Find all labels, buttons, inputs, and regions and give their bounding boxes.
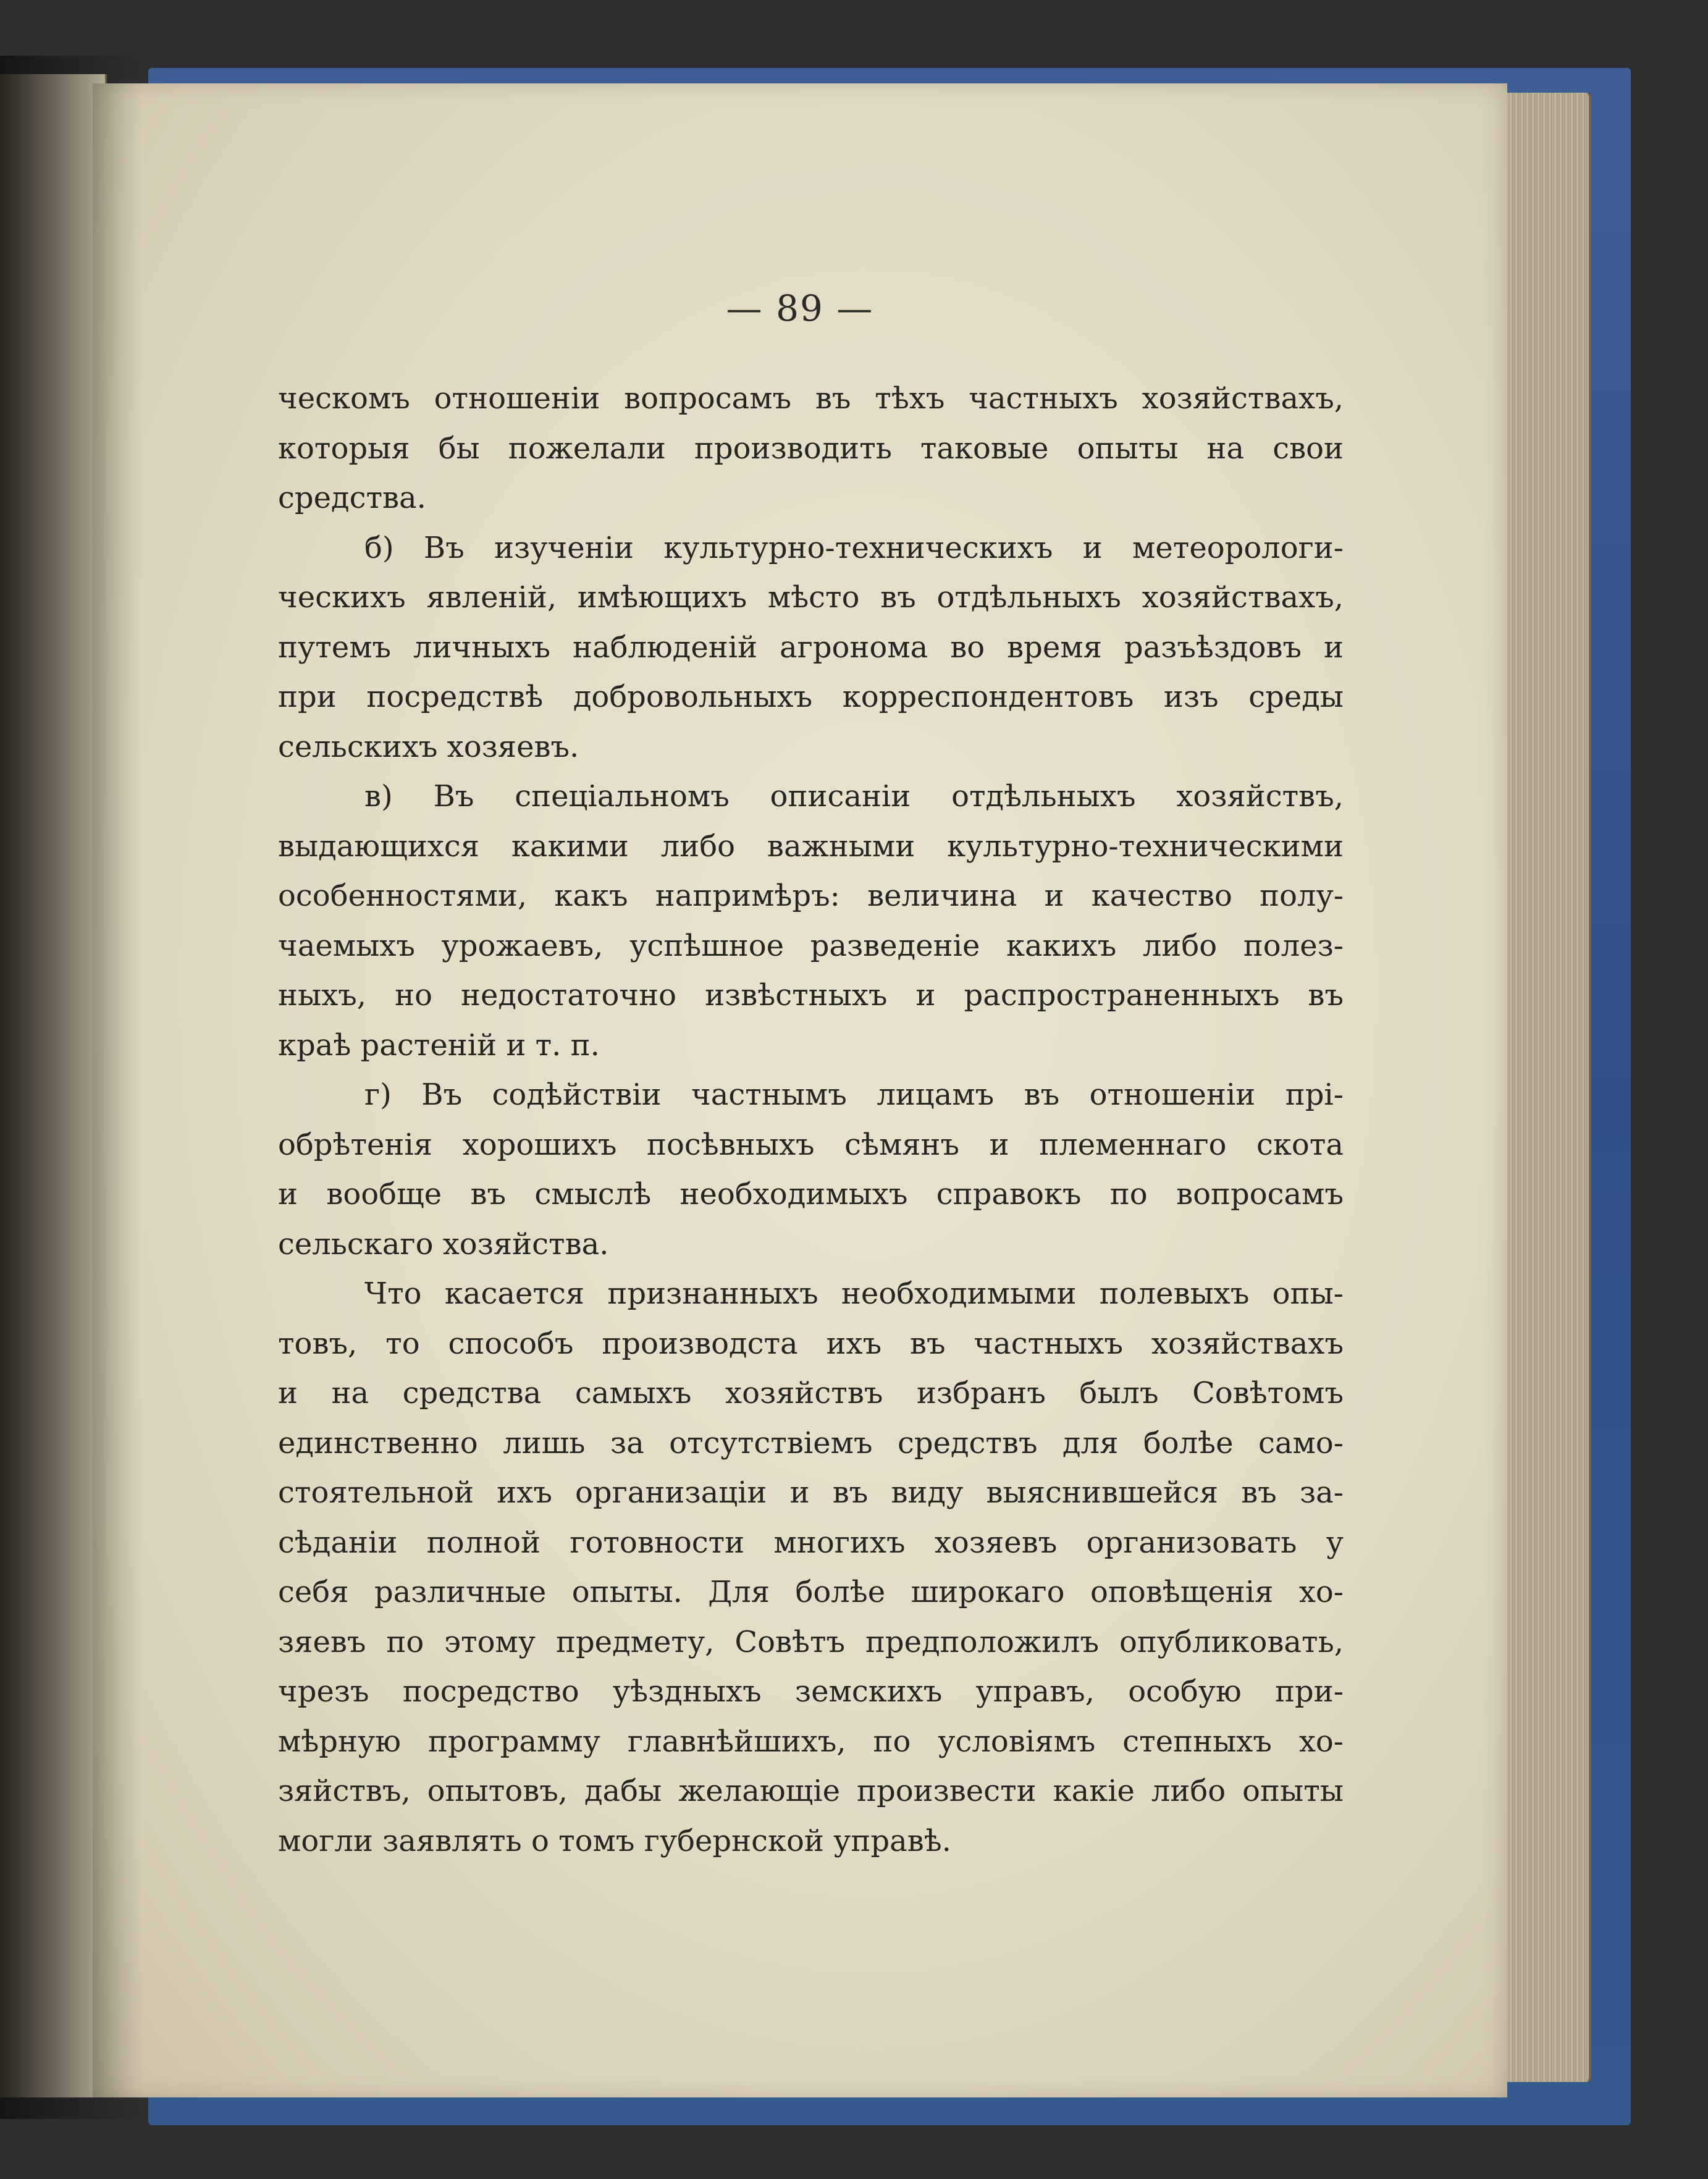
text-line: Что касается признанныхъ необходимыми полевыхъ опы- — [364, 1276, 1344, 1311]
text-line: чаемыхъ урожаевъ, успѣшное разведеніе какихъ либо полез- — [278, 928, 1344, 963]
text-line: зяевъ по этому предмету, Совѣтъ предположилъ опубликовать, — [278, 1624, 1344, 1659]
text-line: зяйствъ, опытовъ, дабы желающіе произвести какіе либо опыты — [278, 1774, 1344, 1808]
text-line: ческихъ явленій, имѣющихъ мѣсто въ отдѣльныхъ хозяйствахъ, — [278, 580, 1344, 615]
text-line: выдающихся какими либо важными культурно-техническими — [278, 828, 1344, 864]
text-line: особенностями, какъ напримѣръ: величина и качество полу- — [278, 879, 1344, 913]
body-text — [278, 374, 1344, 1866]
text-line: обрѣтенія хорошихъ посѣвныхъ сѣмянъ и племеннаго скота — [278, 1127, 1344, 1162]
text-line: г) Въ содѣйствіи частнымъ лицамъ въ отношеніи прі- — [364, 1077, 1344, 1112]
text-line: товъ, то способъ производста ихъ въ частныхъ хозяйствахъ — [278, 1326, 1344, 1361]
text-line: и вообще въ смыслѣ необходимыхъ справокъ по вопросамъ — [278, 1177, 1344, 1212]
text-line: стоятельной ихъ организаціи и въ виду выяснившейся въ за- — [278, 1475, 1344, 1510]
text-line: мѣрную программу главнѣйшихъ, по условіямъ степныхъ хо- — [278, 1724, 1344, 1759]
page-block-edges — [1495, 93, 1591, 2082]
paragraph — [278, 374, 1344, 523]
text-line: чрезъ посредство уѣздныхъ земскихъ управъ, особую при- — [278, 1674, 1344, 1709]
text-line: могли заявлять о томъ губернской управѣ. — [278, 1823, 951, 1858]
text-line: единственно лишь за отсутствіемъ средствъ для болѣе само- — [278, 1425, 1344, 1460]
text-line: б) Въ изученіи культурно-техническихъ и метеорологи- — [364, 530, 1344, 565]
text-line: сельскихъ хозяевъ. — [278, 729, 579, 764]
text-line: при посредствѣ добровольныхъ корреспондентовъ изъ среды — [278, 680, 1344, 714]
text-line: себя различные опыты. Для болѣе широкаго оповѣщенія хо- — [278, 1575, 1344, 1609]
book-page — [93, 83, 1507, 2097]
text-line: и на средства самыхъ хозяйствъ избранъ былъ Совѣтомъ — [278, 1376, 1344, 1410]
text-line: ческомъ отношеніи вопросамъ въ тѣхъ частныхъ хозяйствахъ, — [278, 381, 1344, 416]
text-line: сельскаго хозяйства. — [278, 1226, 609, 1262]
page-number: — 89 — — [726, 287, 874, 329]
paragraph — [278, 523, 1344, 772]
paragraph — [278, 1269, 1344, 1866]
text-line: путемъ личныхъ наблюденій агронома во время разъѣздовъ и — [278, 630, 1344, 665]
previous-page-edge — [0, 74, 107, 2097]
text-line: краѣ растеній и т. п. — [278, 1027, 600, 1063]
text-line: средства. — [278, 481, 426, 515]
text-line: которыя бы пожелали производить таковые опыты на свои — [278, 431, 1344, 466]
text-line: сѣданіи полной готовности многихъ хозяевъ организовать у — [278, 1525, 1344, 1560]
paragraph — [278, 772, 1344, 1070]
text-line: в) Въ спеціальномъ описаніи отдѣльныхъ хозяйствъ, — [364, 779, 1344, 814]
text-line: ныхъ, но недостаточно извѣстныхъ и распространенныхъ въ — [278, 978, 1344, 1013]
paragraph — [278, 1070, 1344, 1269]
